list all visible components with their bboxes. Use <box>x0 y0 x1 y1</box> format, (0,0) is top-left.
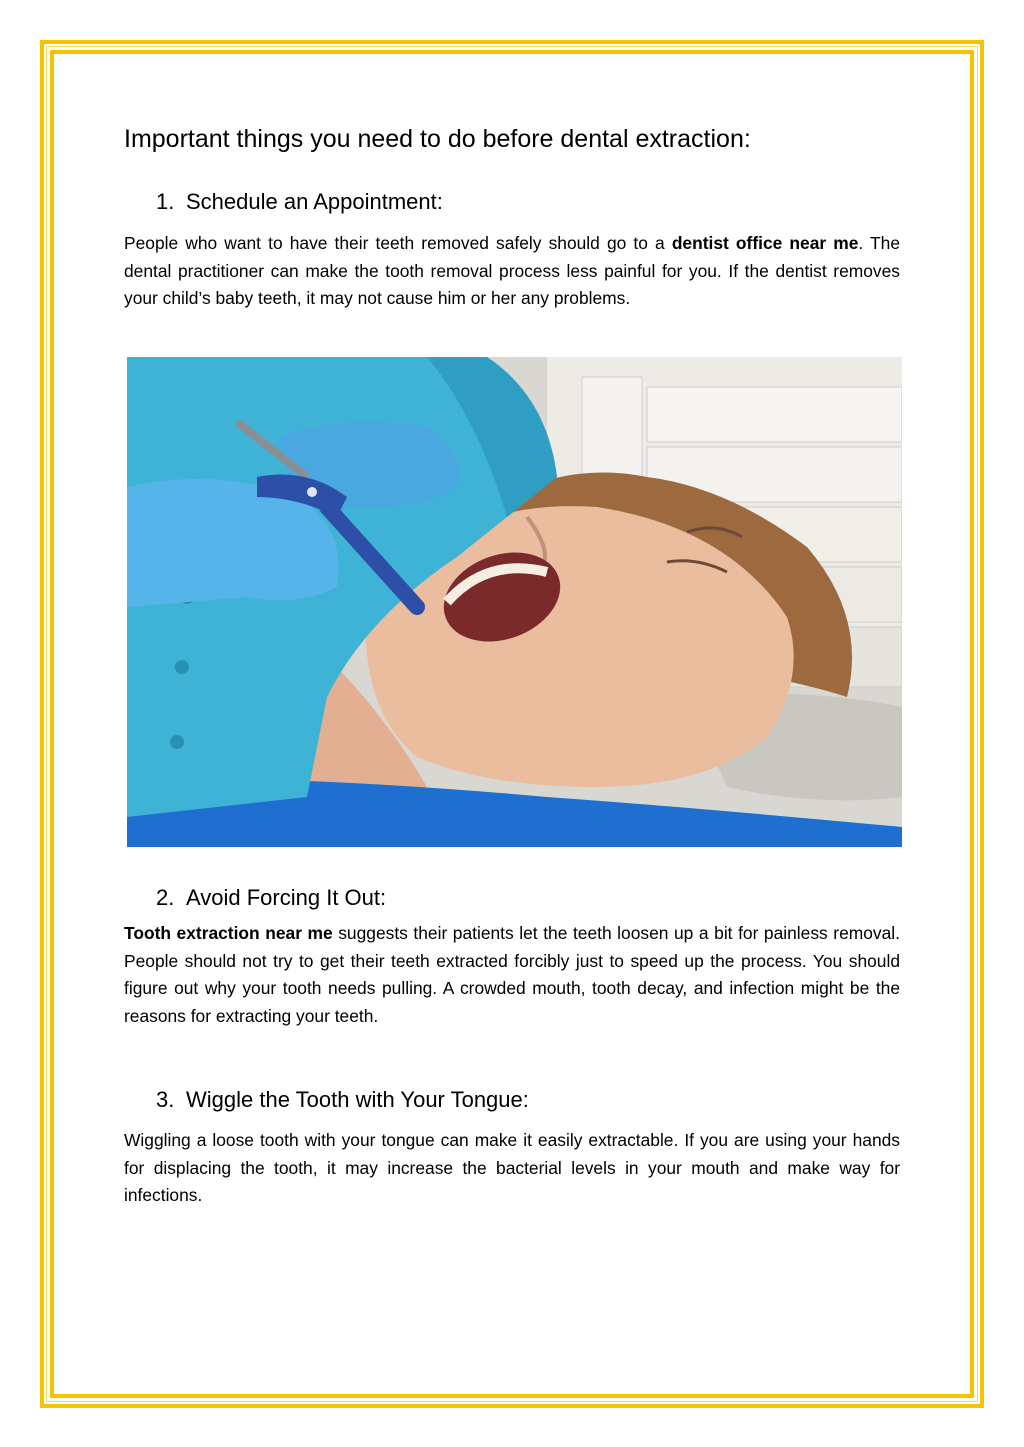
section-heading-1 <box>124 187 443 217</box>
paragraph-text: People who want to have their teeth removed safely should go to a <box>124 233 672 253</box>
dental-extraction-photo <box>127 357 902 847</box>
section-heading-3 <box>124 1085 529 1115</box>
page-title: Important things you need to do before dental extraction: <box>124 125 751 153</box>
section-heading-2 <box>124 883 386 913</box>
keyword-link-text: Tooth extraction near me <box>124 923 333 943</box>
section-title: Wiggle the Tooth with Your Tongue: <box>186 1087 529 1112</box>
section-paragraph-2 <box>124 920 900 1030</box>
paragraph-text: Wiggling a loose tooth with your tongue can make it easily extractable. If you are using your hands for displacing the tooth, it may increase the bacterial levels in your mouth and make way for infections. <box>124 1130 900 1205</box>
section-number: 3. <box>156 1087 175 1112</box>
keyword-link-text: dentist office near me <box>671 233 859 253</box>
section-number: 1. <box>156 189 175 214</box>
section-paragraph-3 <box>124 1127 900 1210</box>
section-number: 2. <box>156 885 175 910</box>
paragraph-text: suggests their patients let the teeth loosen up a bit for painless removal. People should not try to get their teeth extracted forcibly just to speed up the process. You should figure out why your tooth needs pulling. A crowded mouth, tooth decay, and infection might be the reasons for extracting your teeth. <box>124 923 900 1026</box>
section-paragraph-1 <box>124 230 900 313</box>
paragraph-text: . The dental practitioner can make the tooth removal process less painful for you. If the dentist removes your child’s baby teeth, it may not cause him or her any problems. <box>124 233 901 308</box>
section-title: Avoid Forcing It Out: <box>186 885 387 910</box>
section-title: Schedule an Appointment: <box>186 189 443 214</box>
